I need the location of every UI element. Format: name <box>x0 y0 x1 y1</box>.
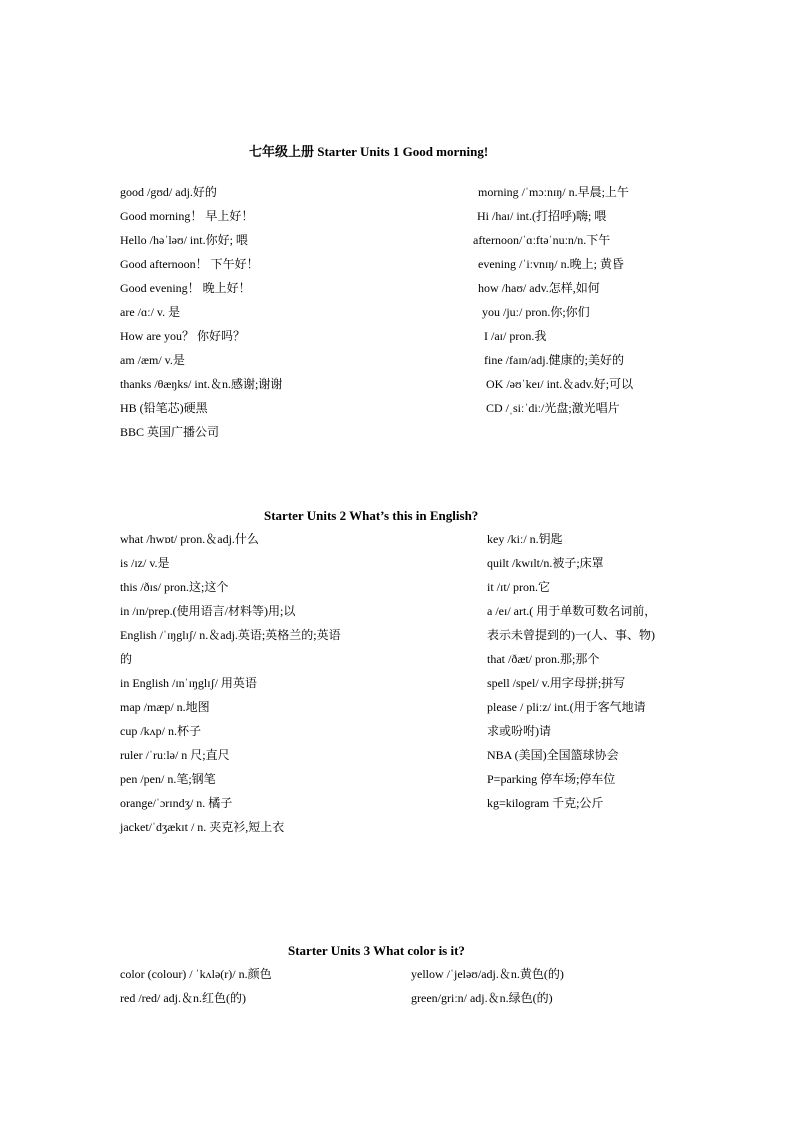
vocab-entry: OK /əʊˈkeɪ/ int.＆adv.好;可以 <box>486 377 634 391</box>
vocab-entry: how /haʊ/ adv.怎样,如何 <box>478 281 600 295</box>
vocab-entry: that /ðæt/ pron.那;那个 <box>487 652 600 666</box>
vocab-list-right-unit-2 <box>487 531 656 819</box>
vocab-entry: red /red/ adj.＆n.红色(的) <box>120 991 246 1005</box>
vocab-entry: thanks /θæŋks/ int.＆n.感谢;谢谢 <box>120 377 283 391</box>
vocab-list-right-unit-1 <box>473 184 634 424</box>
vocab-entry: English /ˈɪŋglɪʃ/ n.＆adj.英语;英格兰的;英语 <box>120 628 341 642</box>
vocab-entry: Good morning！ 早上好！ <box>120 209 254 223</box>
vocab-entry: are /ɑː/ v. 是 <box>120 305 181 319</box>
vocab-entry: afternoon/ˈɑːftəˈnuːn/n.下午 <box>473 233 611 247</box>
vocab-entry: pen /pen/ n.笔;钢笔 <box>120 772 216 786</box>
vocab-entry: P=parking 停车场;停车位 <box>487 772 616 786</box>
vocab-entry: spell /spel/ v.用字母拼;拼写 <box>487 676 626 690</box>
vocab-entry: please / pliːz/ int.(用于客气地请 <box>487 700 646 714</box>
vocab-entry: is /ɪz/ v.是 <box>120 556 170 570</box>
vocab-entry: 表示未曾提到的)一(人、事、物) <box>487 628 655 642</box>
vocab-entry: quilt /kwɪlt/n.被子;床罩 <box>487 556 604 570</box>
vocab-entry: morning /ˈmɔːnɪŋ/ n.早晨;上午 <box>478 185 629 199</box>
vocab-entry: NBA (美国)全国篮球协会 <box>487 748 619 762</box>
vocab-entry: orange/ˈɔrɪndʒ/ n. 橘子 <box>120 796 233 810</box>
vocab-entry: Hello /həˈləʊ/ int.你好; 喂 <box>120 233 248 247</box>
section-title-unit-3: Starter Units 3 What color is it? <box>288 943 465 958</box>
vocab-entry: evening /ˈiːvnɪŋ/ n.晚上; 黄昏 <box>478 257 624 271</box>
vocab-entry: How are you？ 你好吗？ <box>120 329 245 343</box>
vocab-entry: what /hwɒt/ pron.＆adj.什么 <box>120 532 259 546</box>
vocab-entry: ruler /ˈruːlə/ n 尺;直尺 <box>120 748 230 762</box>
vocab-entry: map /mæp/ n.地图 <box>120 700 210 714</box>
vocab-list-right-unit-3 <box>411 966 564 1014</box>
vocab-entry: kg=kilogram 千克;公斤 <box>487 796 604 810</box>
vocab-entry: good /gʊd/ adj.好的 <box>120 185 217 199</box>
section-title-unit-1: 七年级上册 Starter Units 1 Good morning! <box>249 144 489 159</box>
vocab-entry: cup /kʌp/ n.杯子 <box>120 724 201 738</box>
vocab-list-left-unit-1 <box>120 184 282 448</box>
vocab-entry: HB (铅笔芯)硬黑 <box>120 401 208 415</box>
vocab-entry: it /ɪt/ pron.它 <box>487 580 551 594</box>
vocab-entry: am /æm/ v.是 <box>120 353 185 367</box>
vocab-list-left-unit-2 <box>120 531 341 843</box>
vocab-entry: in /ɪn/prep.(使用语言/材料等)用;以 <box>120 604 296 618</box>
vocab-entry: this /ðɪs/ pron.这;这个 <box>120 580 229 594</box>
vocab-entry: in English /ɪnˈɪŋglɪʃ/ 用英语 <box>120 676 257 690</box>
vocab-entry: BBC 英国广播公司 <box>120 425 220 439</box>
vocab-entry: Hi /haɪ/ int.(打招呼)嗨; 喂 <box>477 209 607 223</box>
vocab-entry: you /juː/ pron.你;你们 <box>482 305 590 319</box>
section-title-unit-2: Starter Units 2 What’s this in English? <box>264 508 479 523</box>
vocab-entry: 求或吩咐)请 <box>487 724 551 738</box>
vocab-entry: fine /faɪn/adj.健康的;美好的 <box>484 353 624 367</box>
vocab-entry: CD /ˌsiːˈdiː/光盘;激光唱片 <box>486 401 620 415</box>
vocab-list-left-unit-3 <box>120 966 272 1014</box>
vocab-entry: yellow /ˈjeləʊ/adj.＆n.黄色(的) <box>411 967 564 981</box>
vocab-entry: Good afternoon！ 下午好！ <box>120 257 259 271</box>
vocab-entry: 的 <box>120 652 133 666</box>
vocab-entry: Good evening！ 晚上好！ <box>120 281 251 295</box>
vocab-entry: key /kiː/ n.钥匙 <box>487 532 563 546</box>
vocab-entry: jacket/ˈdʒækɪt / n. 夹克衫,短上衣 <box>120 820 285 834</box>
vocab-entry: I /aɪ/ pron.我 <box>484 329 547 343</box>
vocab-entry: green/griːn/ adj.＆n.绿色(的) <box>411 991 553 1005</box>
vocab-entry: color (colour) / ˈkʌlə(r)/ n.颜色 <box>120 967 272 981</box>
vocab-entry: a /eɪ/ art.( 用于单数可数名词前， <box>487 604 657 618</box>
